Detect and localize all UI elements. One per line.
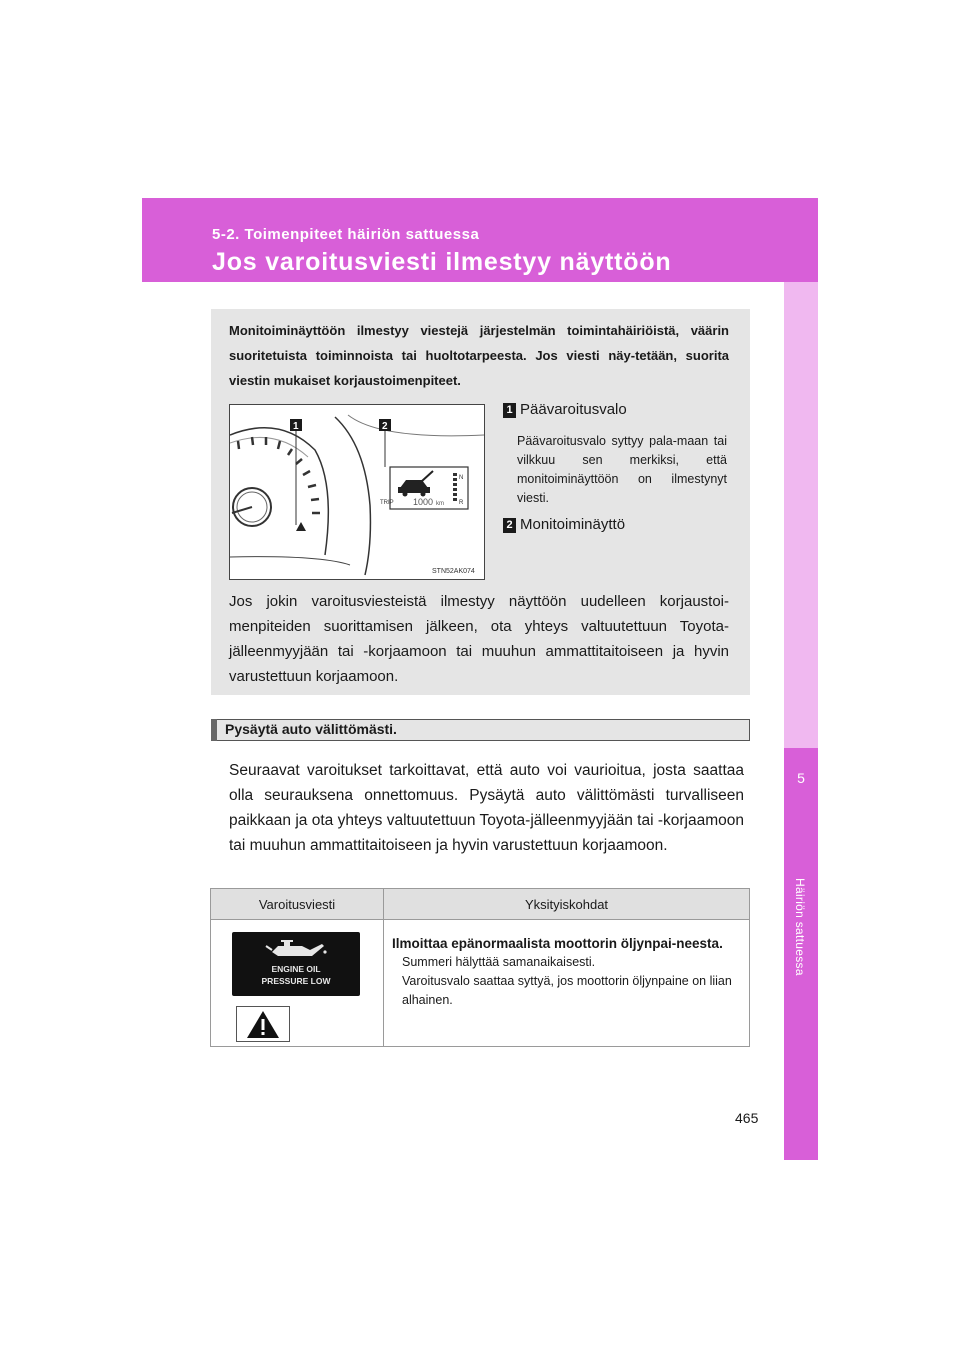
callout-2-heading xyxy=(503,516,625,533)
warning-display-cell xyxy=(211,920,384,1047)
odometer-readout: 1000 xyxy=(413,497,434,507)
page-title: Jos varoitusviesti ilmestyy näyttöön xyxy=(212,248,672,276)
callout-1-heading xyxy=(503,401,627,418)
callout-number-1: 1 xyxy=(503,403,516,418)
table-header-row xyxy=(211,889,750,920)
section-label: 5-2. Toimenpiteet häiriön sattuessa xyxy=(212,226,480,243)
repeat-warning-text: Jos jokin varoitusviesteistä ilmestyy näyttöön uudelleen korjaustoi-menpiteiden suorittamisen jälkeen, ota yhteys valtuutettuun Toyota-jälleenmyyjään tai -korjaamoon tai muuhun ammattitaitoiseen ja hyvin varustettuun korjaamoon. xyxy=(229,593,729,685)
subheading-text: Pysäytä auto välittömästi. xyxy=(225,721,397,737)
master-warning-light-icon xyxy=(296,522,306,531)
callout-marker-2-label: 2 xyxy=(382,421,388,432)
callout-2-title: Monitoiminäyttö xyxy=(520,516,626,533)
stop-vehicle-text: Seuraavat varoitukset tarkoittavat, että auto voi vaurioitua, josta saattaa olla seurauksena onnettomuus. Pysäytä auto välittömästi turvalliseen paikkaan ja ota yhteys valtuutettuun Toyota-jälleenmyyjään tai -korjaamoon tai muuhun ammattitaitoiseen ja hyvin varustettuun korjaamoon. xyxy=(229,762,744,854)
instrument-cluster-illustration xyxy=(230,405,484,579)
engine-oil-warning-display xyxy=(232,932,360,996)
chapter-number: 5 xyxy=(797,770,805,786)
master-warning-icon-box xyxy=(236,1006,290,1042)
trip-label: TRIP xyxy=(380,500,394,506)
warning-detail-line: Varoitusvalo saattaa syttyä, jos moottorin öljynpaine on liian alhainen. xyxy=(402,974,732,1007)
warning-detail-line: Summeri hälyttää samanaikaisesti. xyxy=(402,955,596,969)
warning-message-table xyxy=(210,888,750,1047)
warning-title: Ilmoittaa epänormaalista moottorin öljynpai-neesta. xyxy=(392,936,723,951)
subheading-marker xyxy=(211,719,217,741)
callout-number-2: 2 xyxy=(503,518,516,533)
callout-1-description: Päävaroitusvalo syttyy pala-maan tai vilkkuu sen merkiksi, että monitoiminäyttöön on ilmestynyt viesti. xyxy=(517,434,727,505)
column-header-warning: Varoitusviesti xyxy=(211,889,384,920)
chapter-title: Häiriön sattuessa xyxy=(793,878,807,976)
callout-1-title: Päävaroitusvalo xyxy=(520,401,627,418)
instrument-cluster-figure xyxy=(229,404,485,580)
callout-marker-1-label: 1 xyxy=(293,421,299,432)
odometer-unit: km xyxy=(436,501,444,507)
warning-triangle-icon xyxy=(237,1007,289,1041)
table-row xyxy=(211,920,750,1047)
page-number: 465 xyxy=(735,1110,759,1126)
gear-label-n: N xyxy=(459,475,464,481)
warning-details-cell xyxy=(384,920,750,1047)
figure-code: STN52AK074 xyxy=(432,568,475,575)
intro-text: Monitoiminäyttöön ilmestyy viestejä järjestelmän toimintahäiriöistä, väärin suoritetuista toiminnoista tai huoltotarpeesta. Jos viesti näy-tetään, suorita viestin mukaiset korjaustoimenpiteet. xyxy=(229,323,729,388)
oil-can-icon xyxy=(232,932,360,964)
display-text-line1: ENGINE OIL xyxy=(271,964,321,974)
column-header-details: Yksityiskohdat xyxy=(384,889,750,920)
gear-label-r: R xyxy=(459,500,464,506)
speedometer-ticks xyxy=(238,437,320,513)
display-text-line2: PRESSURE LOW xyxy=(261,976,331,986)
